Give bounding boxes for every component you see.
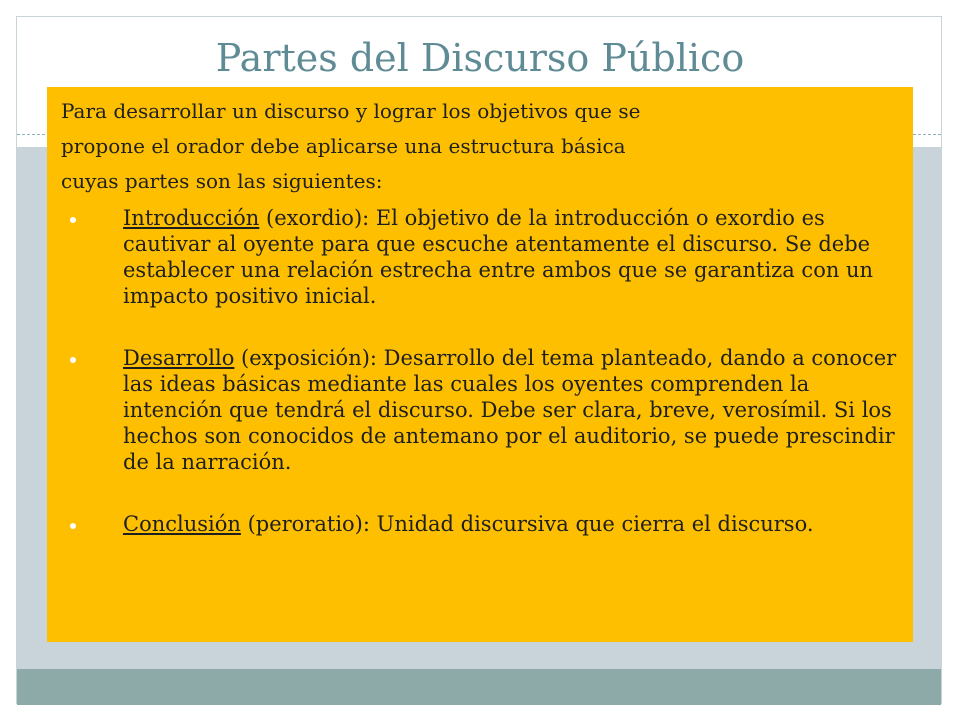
bullet-dot-icon (70, 357, 76, 363)
intro-line-2: propone el orador debe aplicarse una estructura básica (61, 134, 626, 158)
list-item-desarrollo (61, 345, 899, 475)
intro-line-1: Para desarrollar un discurso y lograr los objetivos que se (61, 99, 641, 123)
point-text-desarrollo: (exposición): Desarrollo del tema planteado, dando a conocer las ideas básicas mediante las cuales los oyentes comprenden la intención que tendrá el discurso. Debe ser clara, breve, verosímil. Si los hechos son conocidos de antemano por el auditorio, se puede prescindir de la narración. (123, 346, 897, 474)
slide-title: Partes del Discurso Público (215, 36, 745, 80)
content-box (47, 87, 913, 642)
point-text-introduccion: (exordio): El objetivo de la introducción o exordio es cautivar al oyente para que escuche atentamente el discurso. Se debe establecer una relación estrecha entre ambos que se garantiza con un impacto positivo inicial. (123, 206, 874, 308)
intro-line-3: cuyas partes son las siguientes: (61, 169, 383, 193)
point-text-conclusion: (peroratio): Unidad discursiva que cierra el discurso. (240, 512, 814, 536)
list-item-conclusion (61, 511, 899, 537)
term-introduccion: Introducción (123, 206, 260, 230)
list-item-introduccion (61, 205, 899, 309)
term-conclusion: Conclusión (123, 512, 241, 536)
term-desarrollo: Desarrollo (123, 346, 235, 370)
parts-list (61, 205, 899, 537)
bullet-dot-icon (70, 217, 76, 223)
bullet-dot-icon (70, 523, 76, 529)
slide-footer-band (17, 669, 941, 705)
